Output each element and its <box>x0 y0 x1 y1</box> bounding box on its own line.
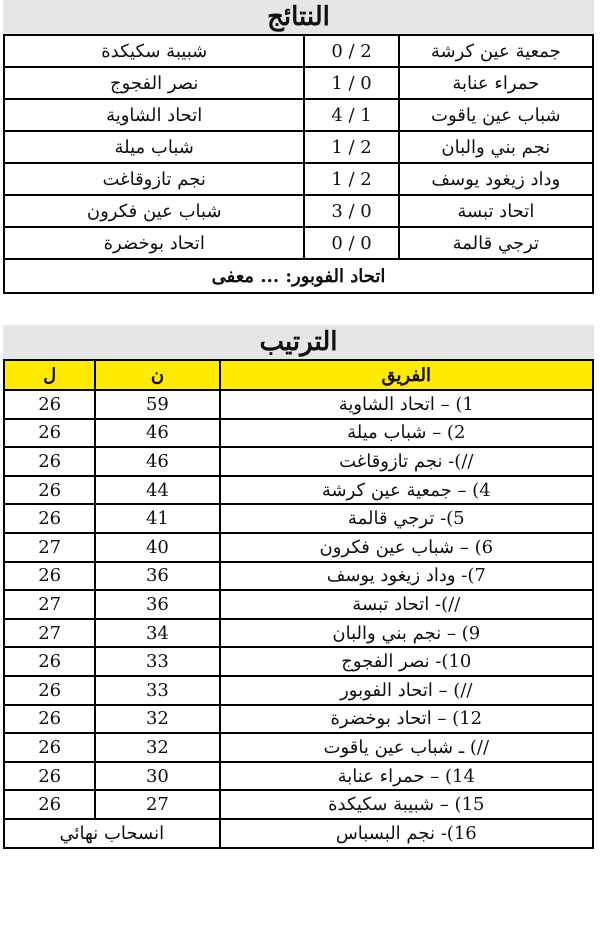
team-name: //) ـ شباب عين ياقوت <box>220 733 593 762</box>
match-row <box>4 195 593 227</box>
team-points: 36 <box>95 590 219 619</box>
match-row <box>4 163 593 195</box>
team-played: 26 <box>4 476 95 505</box>
match-home-team: اتحاد تبسة <box>399 195 593 227</box>
match-away-team: نجم تازوقاغت <box>4 163 304 195</box>
standings-row <box>4 676 593 705</box>
team-name: 7)- وداد زيغود يوسف <box>220 562 593 591</box>
team-name: 5)- ترجي قالمة <box>220 504 593 533</box>
header-points: ن <box>95 360 219 390</box>
match-away-team: شباب ميلة <box>4 131 304 163</box>
team-played: 26 <box>4 390 95 419</box>
team-played: 26 <box>4 647 95 676</box>
team-points: 34 <box>95 619 219 648</box>
team-name: 14) – حمراء عنابة <box>220 762 593 791</box>
standings-row <box>4 447 593 476</box>
team-played: 26 <box>4 705 95 734</box>
standings-row <box>4 562 593 591</box>
match-score: 2 / 1 <box>304 131 398 163</box>
standings-row <box>4 790 593 819</box>
team-points: 46 <box>95 447 219 476</box>
match-score: 2 / 0 <box>304 35 398 67</box>
match-home-team: نجم بني والبان <box>399 131 593 163</box>
standings-row <box>4 533 593 562</box>
match-row <box>4 99 593 131</box>
match-row <box>4 67 593 99</box>
team-name: 10)- نصر الفجوج <box>220 647 593 676</box>
team-played: 26 <box>4 419 95 448</box>
withdrawn-team: 16)- نجم البسباس <box>220 819 593 848</box>
match-away-team: اتحاد بوخضرة <box>4 227 304 259</box>
team-points: 44 <box>95 476 219 505</box>
match-away-team: شبيبة سكيكدة <box>4 35 304 67</box>
team-played: 26 <box>4 762 95 791</box>
match-row <box>4 227 593 259</box>
team-played: 26 <box>4 790 95 819</box>
team-points: 32 <box>95 705 219 734</box>
standings-row <box>4 733 593 762</box>
match-row <box>4 131 593 163</box>
team-played: 27 <box>4 619 95 648</box>
team-points: 59 <box>95 390 219 419</box>
standings-row <box>4 504 593 533</box>
match-home-team: جمعية عين كرشة <box>399 35 593 67</box>
team-name: 2) – شباب ميلة <box>220 419 593 448</box>
standings-header-row <box>4 360 593 390</box>
match-home-team: وداد زيغود يوسف <box>399 163 593 195</box>
match-score: 1 / 4 <box>304 99 398 131</box>
standings-row <box>4 762 593 791</box>
team-played: 27 <box>4 533 95 562</box>
match-score: 0 / 0 <box>304 227 398 259</box>
team-name: 12) – اتحاد بوخضرة <box>220 705 593 734</box>
standings-row <box>4 619 593 648</box>
team-played: 26 <box>4 447 95 476</box>
team-name: 9) – نجم بني والبان <box>220 619 593 648</box>
match-away-team: شباب عين فكرون <box>4 195 304 227</box>
team-points: 32 <box>95 733 219 762</box>
team-points: 27 <box>95 790 219 819</box>
team-points: 30 <box>95 762 219 791</box>
match-score: 0 / 3 <box>304 195 398 227</box>
team-played: 26 <box>4 733 95 762</box>
team-name: 1) – اتحاد الشاوية <box>220 390 593 419</box>
team-name: //)- نجم تازوقاغت <box>220 447 593 476</box>
standings-row <box>4 590 593 619</box>
standings-row <box>4 476 593 505</box>
results-title: النتائج <box>3 0 594 34</box>
withdrawn-status: انسحاب نهائي <box>4 819 220 848</box>
standings-section <box>3 325 594 849</box>
team-points: 41 <box>95 504 219 533</box>
team-name: 15) – شبيبة سكيكدة <box>220 790 593 819</box>
team-played: 26 <box>4 504 95 533</box>
match-score: 2 / 1 <box>304 163 398 195</box>
results-section <box>3 0 594 294</box>
withdrawn-row <box>4 819 593 848</box>
team-points: 46 <box>95 419 219 448</box>
header-played: ل <box>4 360 95 390</box>
team-points: 40 <box>95 533 219 562</box>
match-home-team: شباب عين ياقوت <box>399 99 593 131</box>
team-points: 33 <box>95 647 219 676</box>
team-played: 26 <box>4 676 95 705</box>
match-away-team: نصر الفجوج <box>4 67 304 99</box>
team-points: 33 <box>95 676 219 705</box>
match-row <box>4 35 593 67</box>
match-score: 0 / 1 <box>304 67 398 99</box>
team-name: //)- اتحاد تبسة <box>220 590 593 619</box>
match-home-team: حمراء عنابة <box>399 67 593 99</box>
team-name: 6) – شباب عين فكرون <box>220 533 593 562</box>
match-away-team: اتحاد الشاوية <box>4 99 304 131</box>
standings-title: الترتيب <box>3 325 594 359</box>
exempt-row <box>4 259 593 293</box>
standings-row <box>4 390 593 419</box>
header-team: الفريق <box>220 360 593 390</box>
results-table <box>3 34 594 294</box>
team-played: 26 <box>4 562 95 591</box>
team-played: 27 <box>4 590 95 619</box>
team-name: //) – اتحاد الفوبور <box>220 676 593 705</box>
standings-row <box>4 705 593 734</box>
match-home-team: ترجي قالمة <box>399 227 593 259</box>
standings-row <box>4 419 593 448</box>
standings-table <box>3 359 594 849</box>
team-points: 36 <box>95 562 219 591</box>
exempt-note: اتحاد الفوبور: ... معفى <box>4 259 593 293</box>
team-name: 4) – جمعية عين كرشة <box>220 476 593 505</box>
standings-row <box>4 647 593 676</box>
